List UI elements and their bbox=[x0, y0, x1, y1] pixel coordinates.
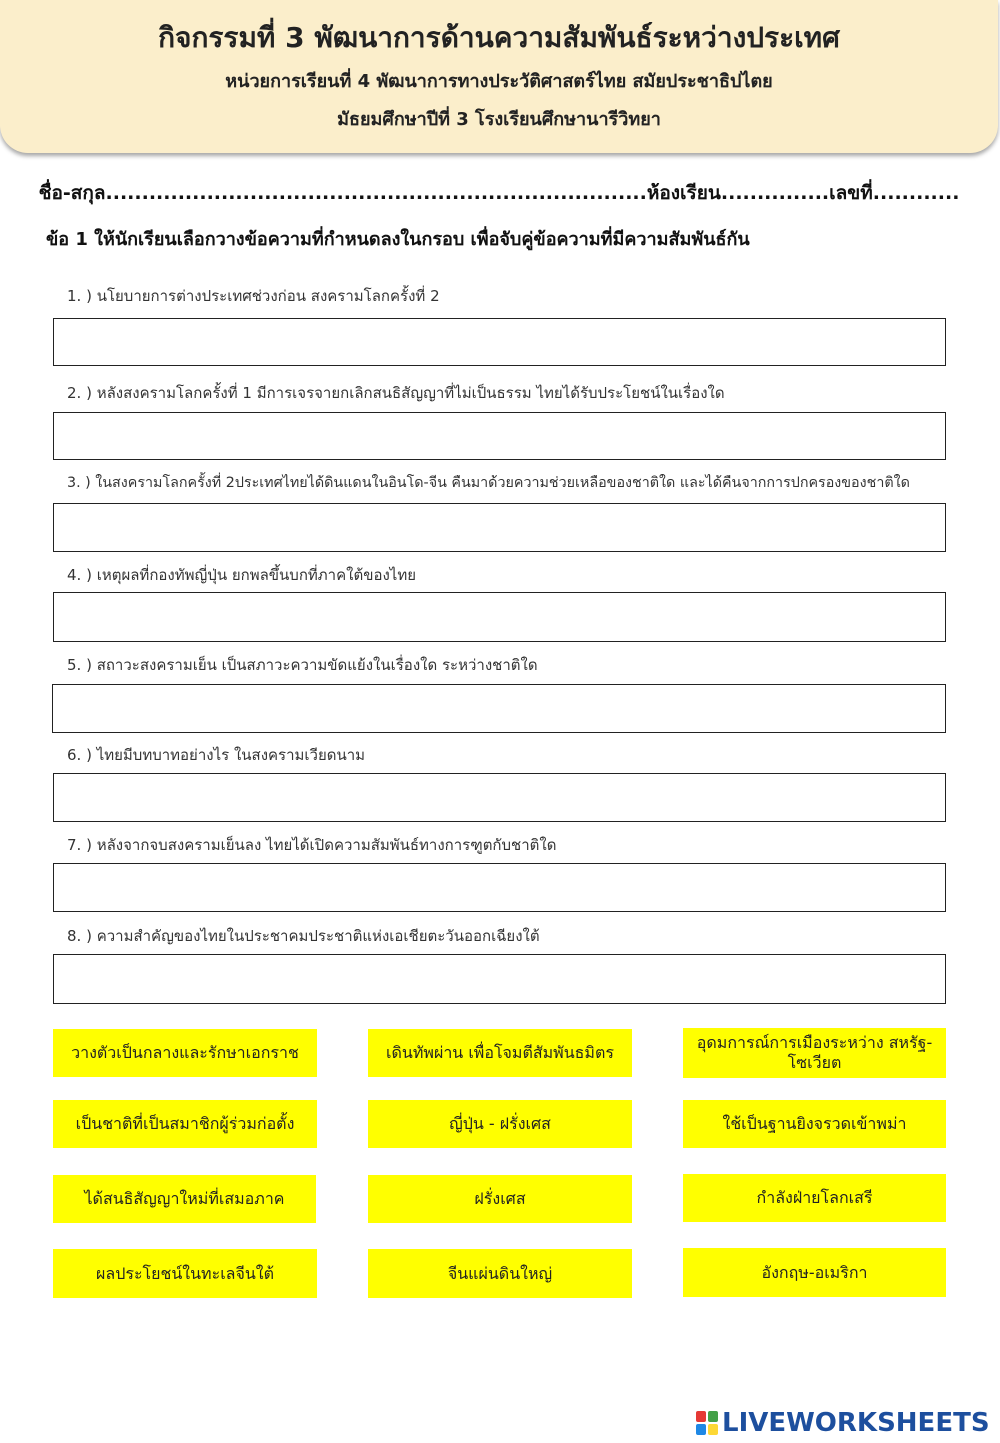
question-7-label: 7. ) หลังจากจบสงครามเย็นลง ไทยได้เปิดความสัมพันธ์ทางการฑูตกับชาติใด bbox=[67, 836, 557, 854]
answer-option-chip[interactable]: ฝรั่งเศส bbox=[368, 1175, 632, 1223]
answer-box-5[interactable] bbox=[52, 684, 946, 733]
answer-option-chip[interactable]: ใช้เป็นฐานยิงจรวดเข้าพม่า bbox=[683, 1100, 946, 1148]
answer-option-chip[interactable]: เดินทัพผ่าน เพื่อโจมตีสัมพันธมิตร bbox=[368, 1029, 632, 1077]
header-banner bbox=[0, 0, 998, 153]
question-8-label: 8. ) ความสำคัญของไทยในประชาคมประชาติแห่งเอเชียตะวันออกเฉียงใต้ bbox=[67, 927, 540, 945]
answer-box-6[interactable] bbox=[53, 773, 946, 822]
page-title: กิจกรรมที่ 3 พัฒนาการด้านความสัมพันธ์ระหว่างประเทศ bbox=[158, 21, 840, 54]
answer-option-chip[interactable]: อุดมการณ์การเมืองระหว่าง สหรัฐ-โซเวียต bbox=[683, 1028, 946, 1078]
instruction-text: ข้อ 1 ให้นักเรียนเลือกวางข้อความที่กำหนดลงในกรอบ เพื่อจับคู่ข้อความที่มีความสัมพันธ์กัน bbox=[46, 229, 750, 250]
question-4-label: 4. ) เหตุผลที่กองทัพญี่ปุ่น ยกพลขึ้นบกที่ภาคใต้ของไทย bbox=[67, 566, 417, 584]
answer-option-chip[interactable]: อังกฤษ-อเมริกา bbox=[683, 1248, 946, 1297]
answer-box-4[interactable] bbox=[53, 592, 946, 642]
question-1-label: 1. ) นโยบายการต่างประเทศช่วงก่อน สงครามโลกครั้งที่ 2 bbox=[67, 287, 440, 305]
question-6-label: 6. ) ไทยมีบทบาทอย่างไร ในสงครามเวียดนาม bbox=[67, 746, 366, 764]
answer-option-chip[interactable]: ญี่ปุ่น - ฝรั่งเศส bbox=[368, 1100, 632, 1148]
liveworksheets-logo-icon bbox=[696, 1411, 718, 1435]
answer-box-8[interactable] bbox=[53, 954, 946, 1004]
question-3-label: 3. ) ในสงครามโลกครั้งที่ 2ประเทศไทยได้ดินแดนในอินโด-จีน คืนมาด้วยความช่วยเหลือของชาติใด และได้คืนจากการปกครองของชาติใด bbox=[67, 475, 910, 491]
answer-box-3[interactable] bbox=[53, 503, 946, 552]
question-5-label: 5. ) สถาวะสงครามเย็น เป็นสภาวะความขัดแย้งในเรื่องใด ระหว่างชาติใด bbox=[67, 656, 538, 674]
liveworksheets-logo-text: LIVEWORKSHEETS bbox=[722, 1408, 990, 1438]
answer-option-chip[interactable]: ผลประโยชน์ในทะเลจีนใต้ bbox=[53, 1249, 317, 1298]
answer-option-chip[interactable]: ได้สนธิสัญญาใหม่ที่เสมอภาค bbox=[53, 1175, 316, 1223]
answer-box-7[interactable] bbox=[53, 863, 946, 912]
answer-box-1[interactable] bbox=[53, 318, 946, 366]
answer-option-chip[interactable]: จีนแผ่นดินใหญ่ bbox=[368, 1249, 632, 1298]
answer-box-2[interactable] bbox=[53, 412, 946, 460]
unit-subtitle: หน่วยการเรียนที่ 4 พัฒนาการทางประวัติศาสตร์ไทย สมัยประชาธิปไตย bbox=[225, 71, 773, 92]
student-info-line: ชื่อ-สกุล...........................................................................ห้องเรียน...............เลขที่............ bbox=[38, 182, 960, 204]
answer-option-chip[interactable]: เป็นชาติที่เป็นสมาชิกผู้ร่วมก่อตั้ง bbox=[53, 1100, 317, 1148]
school-subtitle: มัธยมศึกษาปีที่ 3 โรงเรียนศึกษานารีวิทยา bbox=[337, 109, 661, 130]
answer-option-chip[interactable]: วางตัวเป็นกลางและรักษาเอกราช bbox=[53, 1029, 317, 1077]
answer-option-chip[interactable]: กำลังฝ่ายโลกเสรี bbox=[683, 1174, 946, 1222]
question-2-label: 2. ) หลังสงครามโลกครั้งที่ 1 มีการเจรจายกเลิกสนธิสัญญาที่ไม่เป็นธรรม ไทยได้รับประโยชน์ในเรื่องใด bbox=[67, 384, 725, 402]
liveworksheets-logo bbox=[696, 1408, 990, 1438]
